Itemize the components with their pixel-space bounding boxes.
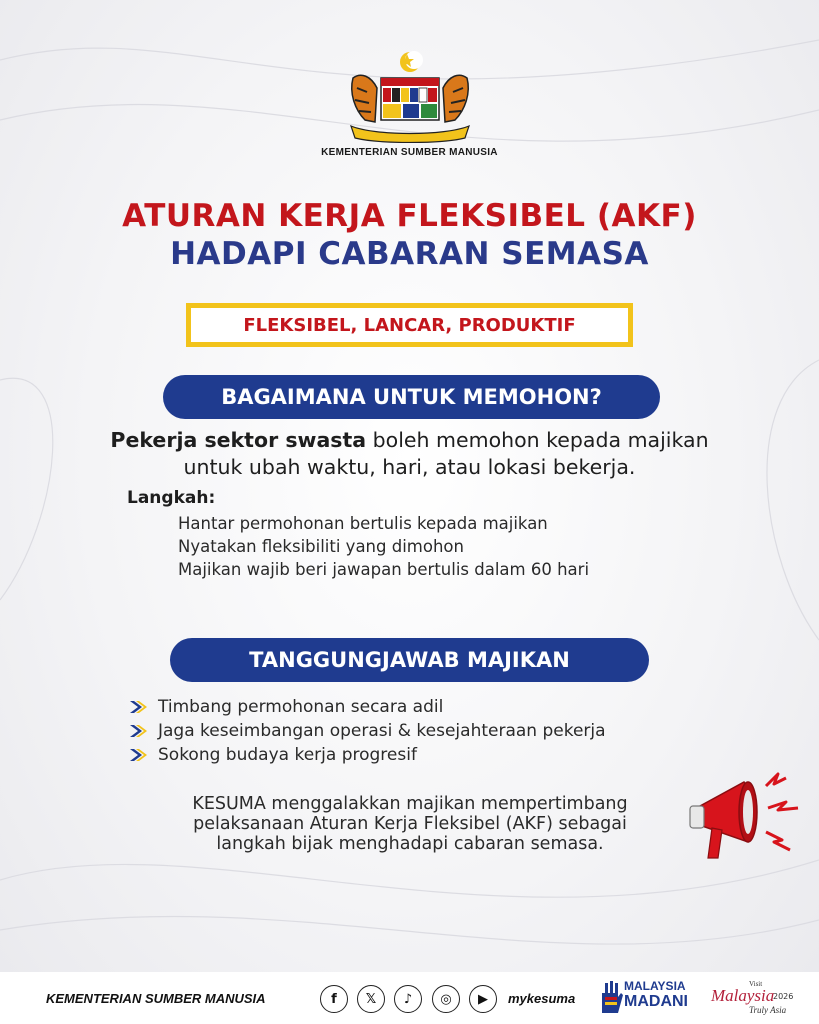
- list-item: Hantar permohonan bertulis kepada majikan: [178, 514, 548, 533]
- tiktok-icon[interactable]: ♪: [394, 985, 422, 1013]
- employer-item-text: Jaga keseimbangan operasi & kesejahteraan pekerja: [158, 721, 606, 741]
- facebook-icon[interactable]: f: [320, 985, 348, 1013]
- madani-hand-icon: [598, 979, 624, 1015]
- vm-year: 2026: [773, 992, 794, 1001]
- tagline-text: FLEKSIBEL, LANCAR, PRODUKTIF: [243, 314, 576, 336]
- steps-label: Langkah:: [127, 488, 216, 508]
- tagline-box: [186, 303, 633, 347]
- malaysia-coat-of-arms-icon: [345, 48, 475, 143]
- footer-bar: [0, 972, 819, 1024]
- ministry-name: KEMENTERIAN SUMBER MANUSIA: [321, 147, 498, 158]
- employer-item-text: Timbang permohonan secara adil: [158, 697, 444, 717]
- closing-line1: KESUMA menggalakkan majikan mempertimbang: [192, 794, 628, 814]
- madani-line2: MADANI: [624, 993, 688, 1010]
- main-title-line1: ATURAN KERJA FLEKSIBEL (AKF): [122, 198, 697, 234]
- list-item: [128, 695, 606, 719]
- chevron-right-icon: [128, 748, 148, 762]
- vm-sub: Truly Asia: [749, 1005, 787, 1015]
- footer-ministry-name: KEMENTERIAN SUMBER MANUSIA: [46, 991, 266, 1006]
- intro-bold: Pekerja sektor swasta: [110, 428, 367, 452]
- youtube-icon[interactable]: ▶: [469, 985, 497, 1013]
- closing-statement: [140, 794, 680, 854]
- malaysia-madani-logo: [624, 979, 688, 1009]
- list-item: [128, 719, 606, 743]
- apply-intro: [0, 427, 819, 481]
- closing-line3: langkah bijak menghadapi cabaran semasa.: [216, 834, 604, 854]
- instagram-icon[interactable]: ◎: [432, 985, 460, 1013]
- steps-list: [178, 512, 589, 581]
- intro-rest2: untuk ubah waktu, hari, atau lokasi bekerja.: [183, 455, 636, 479]
- vm-visit: Visit: [749, 980, 763, 988]
- visit-malaysia-logo: [707, 978, 807, 1018]
- megaphone-icon: [682, 768, 802, 863]
- social-handle[interactable]: mykesuma: [508, 991, 576, 1006]
- employer-heading: [170, 638, 649, 682]
- chevron-right-icon: [128, 700, 148, 714]
- main-title-line2: HADAPI CABARAN SEMASA: [170, 236, 649, 272]
- apply-heading: [163, 375, 660, 419]
- list-item: Nyatakan fleksibiliti yang dimohon: [178, 537, 464, 556]
- closing-line2: pelaksanaan Aturan Kerja Fleksibel (AKF) sebagai: [193, 814, 627, 834]
- employer-list: [128, 695, 606, 767]
- apply-heading-text: BAGAIMANA UNTUK MEMOHON?: [221, 385, 602, 409]
- x-icon[interactable]: 𝕏: [357, 985, 385, 1013]
- madani-line1: MALAYSIA: [624, 979, 686, 993]
- intro-rest1: boleh memohon kepada majikan: [366, 428, 709, 452]
- employer-heading-text: TANGGUNGJAWAB MAJIKAN: [249, 648, 570, 672]
- chevron-right-icon: [128, 724, 148, 738]
- list-item: [128, 743, 606, 767]
- employer-item-text: Sokong budaya kerja progresif: [158, 745, 417, 765]
- list-item: Majikan wajib beri jawapan bertulis dalam 60 hari: [178, 560, 590, 579]
- vm-main: Malaysia: [711, 986, 775, 1005]
